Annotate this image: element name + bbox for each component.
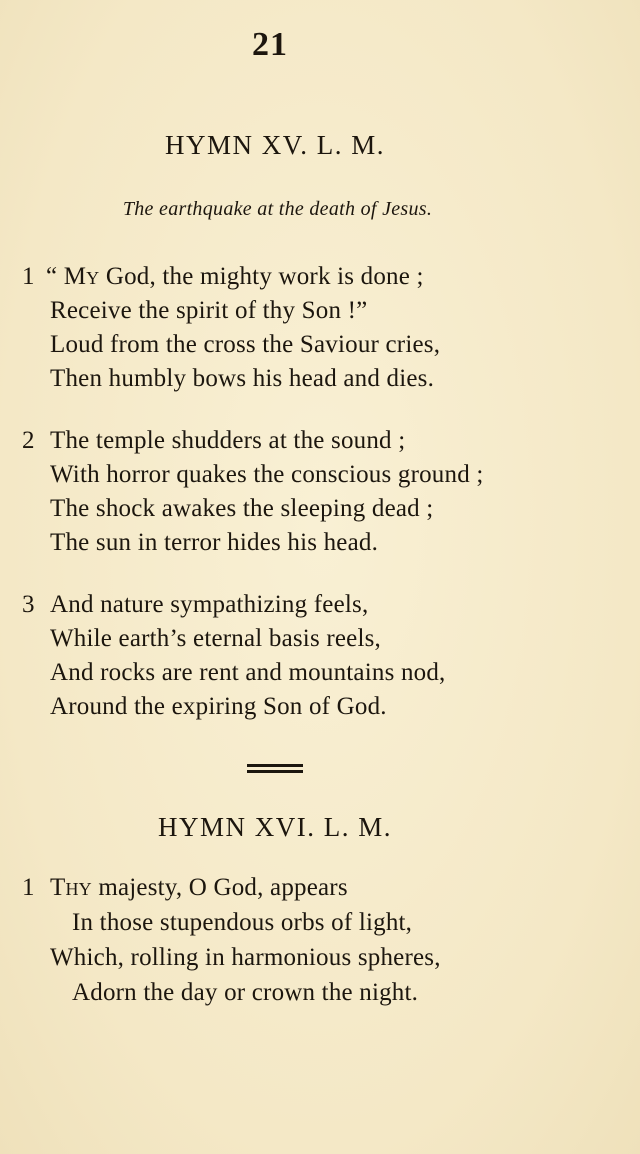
verse-line: And nature sympathizing feels,: [50, 591, 369, 618]
verse-line: And rocks are rent and mountains nod,: [50, 659, 446, 686]
opening-quote: “: [46, 263, 64, 290]
verse-line: Which, rolling in harmonious spheres,: [50, 944, 441, 971]
verse-line: While earth’s eternal basis reels,: [50, 625, 381, 652]
verse-line: Around the expiring Son of God.: [50, 693, 387, 720]
verse-line: Then humbly bows his head and dies.: [50, 365, 435, 392]
verse-line: [46, 263, 424, 291]
verse-line-rest: majesty, O God, appears: [91, 874, 348, 901]
hymn-subtitle: The earthquake at the death of Jesus.: [122, 198, 433, 220]
stanza-number: 1: [22, 874, 35, 901]
section-divider-rule: [247, 770, 303, 773]
verse-line: With horror quakes the conscious ground ;: [50, 461, 484, 488]
stanza-number: 2: [22, 427, 35, 454]
verse-line: Loud from the cross the Saviour cries,: [50, 331, 441, 358]
stanza-number: 1: [22, 263, 35, 290]
verse-line: The shock awakes the sleeping dead ;: [50, 495, 434, 522]
hymn-title: HYMN XVI. L. M.: [158, 812, 392, 842]
verse-line: The sun in terror hides his head.: [50, 529, 379, 556]
verse-line: Receive the spirit of thy Son !”: [50, 297, 368, 324]
stanza-number: 3: [22, 591, 35, 618]
section-divider-rule: [247, 764, 303, 767]
verse-line-rest: God, the mighty work is done ;: [99, 263, 424, 290]
verse-line: The temple shudders at the sound ;: [50, 427, 406, 454]
small-caps-word: My: [63, 263, 100, 290]
verse-line: In those stupendous orbs of light,: [72, 909, 413, 936]
verse-line: Adorn the day or crown the night.: [72, 979, 419, 1006]
small-caps-word: Thy: [50, 874, 92, 901]
page-number: 21: [252, 26, 288, 63]
verse-line: [50, 874, 348, 902]
hymn-title: HYMN XV. L. M.: [164, 130, 386, 160]
